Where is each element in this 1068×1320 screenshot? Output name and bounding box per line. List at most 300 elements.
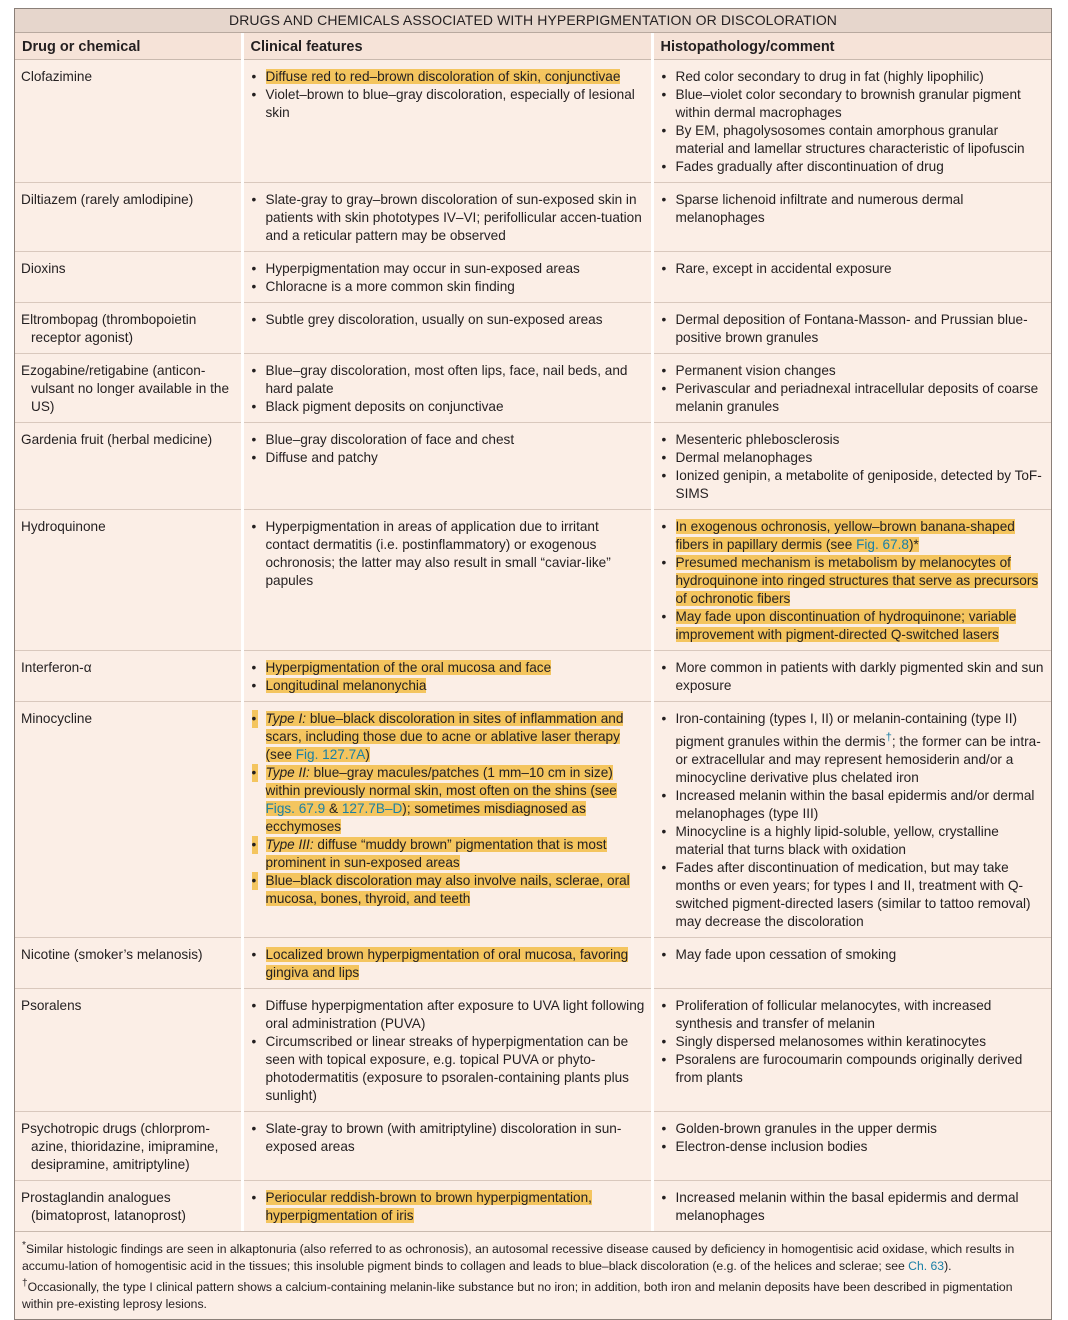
item-text (676, 87, 1021, 120)
bullet-dot: • (661, 519, 667, 534)
table-row (15, 651, 1051, 702)
bullet-list (661, 1120, 1046, 1156)
clinical-features-cell (242, 937, 652, 988)
text-run: Permanent vision changes (675, 363, 836, 378)
item-text (676, 660, 1044, 693)
bullet-list (251, 1189, 645, 1225)
type-label: Type I: (265, 711, 307, 726)
highlighted-text (266, 660, 552, 675)
table-body (15, 60, 1051, 1231)
bullet-item (661, 1051, 1046, 1087)
bullet-list (251, 191, 645, 245)
text-run: Fades after discontinuation of medication, but may take months or even years; for types I and II, treatment with Q-switched pigment-directed lasers (similar to tattoo removal) may decrease the discoloration (675, 859, 1031, 929)
bullet-item (661, 191, 1046, 227)
header-row (15, 33, 1051, 60)
bullet-item (251, 86, 645, 122)
highlighted-text (266, 678, 427, 693)
highlighted-text (676, 519, 1015, 552)
bullet-dot: • (251, 399, 257, 414)
footnote (22, 1275, 1043, 1313)
bullet-list (661, 68, 1046, 176)
bullet-item (251, 1120, 645, 1156)
bullet-dot: • (251, 192, 257, 207)
text-run: & (325, 801, 342, 816)
bullet-list (661, 710, 1046, 931)
item-text (266, 192, 642, 243)
bullet-item (251, 68, 645, 86)
bullet-dot: • (251, 261, 257, 276)
table-row (15, 1111, 1051, 1180)
item-text (676, 1034, 987, 1049)
bullet-item (251, 764, 645, 836)
bullet-dot: • (661, 787, 667, 803)
drug-name: Eltrombopag (thrombopoietin receptor agonist) (15, 303, 242, 354)
bullet-item (661, 946, 1046, 964)
bullet-dot: • (251, 312, 257, 327)
footnote-text: ). (944, 1258, 952, 1273)
bullet-item (661, 311, 1046, 347)
item-text (676, 261, 892, 276)
bullet-item (661, 362, 1046, 380)
drug-name: Prostaglandin analogues (bimatoprost, latanoprost) (15, 1180, 242, 1231)
table-row (15, 60, 1051, 183)
item-text (676, 159, 944, 174)
bullet-list (661, 518, 1046, 644)
text-run: Localized brown hyperpigmentation of oral mucosa, favoring gingiva and lips (265, 946, 629, 980)
bullet-list (251, 710, 645, 908)
bullet-dot: • (661, 432, 667, 447)
bullet-item (661, 260, 1046, 278)
clinical-features-cell (242, 354, 652, 423)
footnote-text: Similar histologic findings are seen in alkaptonuria (also referred to as ochronosis), an autosomal recessive disease caused by deficiency in homogentisic acid oxidase, which results in accumu-lation of homogentisic acid in the tissues; this insoluble pigment binds to collagen and leads to blue–black discoloration (e.g. of the helices and sclerae; see (22, 1241, 1015, 1273)
text-run: Blue–gray discoloration of face and chest (265, 432, 515, 447)
bullet-list (661, 659, 1046, 695)
item-text (676, 69, 984, 84)
bullet-item (661, 431, 1046, 449)
bullet-dot: • (661, 312, 667, 327)
bullet-dot: • (251, 279, 257, 294)
text-run: By EM, phagolysosomes contain amorphous granular material and lamellar structures characteristic of lipofuscin (675, 123, 1025, 156)
text-run: Perivascular and periadnexal intracellular deposits of coarse melanin granules (675, 381, 1039, 414)
table-row (15, 423, 1051, 510)
chapter-link[interactable]: Ch. 63 (908, 1258, 945, 1273)
item-text (266, 279, 515, 294)
bullet-dot: • (661, 468, 667, 483)
text-run: Dermal deposition of Fontana-Masson- and Prussian blue-positive brown granules (675, 312, 1028, 345)
bullet-list (251, 260, 645, 296)
bullet-dot: • (661, 159, 667, 174)
text-run: Red color secondary to drug in fat (highly lipophilic) (675, 69, 984, 84)
item-text (266, 312, 603, 327)
text-run: Slate-gray to gray–brown discoloration of sun-exposed skin in patients with skin phototypes IV–VI; perifollicular accen-tuation and a reticular pattern may be observed (265, 192, 642, 243)
footnote-text: Occasionally, the type I clinical pattern shows a calcium-containing melanin-like substance but no iron; in addition, both iron and melanin deposits have been described in pigmentation within pre-existing leprosy lesions. (22, 1279, 1013, 1311)
clinical-features-cell (242, 252, 652, 303)
clinical-features-cell (242, 988, 652, 1111)
figure-link[interactable]: 127.7B–D (341, 801, 403, 816)
bullet-dot: • (251, 432, 257, 447)
bullet-item (251, 1189, 645, 1225)
bullet-list (251, 1120, 645, 1156)
bullet-item (661, 158, 1046, 176)
item-text (266, 1034, 629, 1103)
bullet-item (251, 836, 645, 872)
bullet-item (251, 710, 645, 764)
highlighted-text (676, 555, 1039, 606)
table-row (15, 183, 1051, 252)
text-run: Minocycline is a highly lipid-soluble, yellow, crystalline material that turns black with oxidation (675, 823, 999, 857)
footnote-mark: * (22, 1239, 26, 1251)
highlighted-text (266, 837, 607, 870)
clinical-features-cell (242, 702, 652, 938)
header-histopathology: Histopathology/comment (652, 33, 1051, 60)
item-text (676, 432, 840, 447)
bullet-dot: • (251, 997, 257, 1013)
bullet-item (661, 608, 1046, 644)
table-title: DRUGS AND CHEMICALS ASSOCIATED WITH HYPERPIGMENTATION OR DISCOLORATION (15, 9, 1051, 33)
bullet-dot: • (661, 1120, 667, 1136)
bullet-dot: • (251, 837, 257, 852)
table-row (15, 937, 1051, 988)
figure-link[interactable]: Figs. 67.9 (265, 801, 326, 816)
histopathology-cell (652, 1111, 1051, 1180)
bullet-dot: • (661, 1138, 667, 1154)
bullet-item (251, 449, 645, 467)
item-text (266, 1121, 622, 1154)
bullet-item (661, 710, 1046, 787)
histopathology-cell (652, 988, 1051, 1111)
highlighted-text (266, 765, 617, 834)
table-row (15, 510, 1051, 651)
histopathology-cell (652, 937, 1051, 988)
bullet-dot: • (661, 555, 667, 570)
item-text (266, 363, 628, 396)
item-text (676, 788, 1035, 821)
header-drug: Drug or chemical (15, 33, 242, 60)
bullet-item (251, 677, 645, 695)
item-text (676, 1121, 937, 1136)
bullet-item (251, 191, 645, 245)
bullet-item (251, 997, 645, 1033)
bullet-dot: • (251, 1033, 257, 1049)
bullet-dot: • (251, 1120, 257, 1136)
bullet-list (661, 946, 1046, 964)
bullet-dot: • (661, 363, 667, 378)
highlighted-text (266, 711, 624, 762)
text-run: Subtle grey discoloration, usually on sun-exposed areas (265, 312, 603, 327)
text-run: Slate-gray to brown (with amitriptyline) discoloration in sun-exposed areas (265, 1120, 622, 1154)
table-row (15, 354, 1051, 423)
bullet-dot: • (661, 69, 667, 84)
clinical-features-cell (242, 651, 652, 702)
text-run: Diffuse and patchy (265, 450, 378, 465)
table-row (15, 702, 1051, 938)
bullet-dot: • (251, 873, 257, 888)
footnote-link[interactable]: † (885, 731, 892, 743)
bullet-dot: • (661, 711, 667, 726)
bullet-dot: • (661, 1033, 667, 1049)
bullet-list (661, 431, 1046, 503)
figure-link[interactable]: Fig. 127.7A (295, 747, 366, 762)
item-text (676, 363, 836, 378)
bullet-item (661, 449, 1046, 467)
clinical-features-cell (242, 60, 652, 183)
text-run: Mesenteric phlebosclerosis (675, 432, 840, 447)
text-run: Diffuse hyperpigmentation after exposure to UVA light following oral administration (PUVA) (265, 997, 645, 1031)
bullet-dot: • (661, 859, 667, 875)
text-run: In exogenous ochronosis, yellow–brown banana-shaped fibers in papillary dermis (see (675, 519, 1015, 552)
bullet-item (661, 1033, 1046, 1051)
bullet-item (661, 554, 1046, 608)
drug-name: Psychotropic drugs (chlorprom-azine, thioridazine, imipramine, desipramine, amitriptyline) (15, 1111, 242, 1180)
text-run: Singly dispersed melanosomes within keratinocytes (675, 1033, 987, 1049)
bullet-item (251, 659, 645, 677)
bullet-dot: • (661, 946, 667, 962)
bullet-dot: • (661, 1051, 667, 1067)
bullet-item (661, 787, 1046, 823)
histopathology-cell (652, 303, 1051, 354)
bullet-dot: • (661, 1189, 667, 1205)
bullet-dot: • (661, 87, 667, 102)
text-run: ; the former can be intra- or extracellular and may represent hemosiderin and/or a minocycline derivative plus chelated iron (675, 733, 1041, 785)
bullet-item (661, 1138, 1046, 1156)
item-text (676, 824, 999, 857)
text-run: Black pigment deposits on conjunctivae (265, 399, 504, 414)
text-run: Blue–violet color secondary to brownish granular pigment within dermal macrophages (675, 87, 1021, 120)
highlighted-text (266, 947, 629, 980)
bullet-dot: • (661, 823, 667, 839)
text-run: Golden-brown granules in the upper dermis (675, 1120, 937, 1136)
bullet-dot: • (251, 519, 257, 534)
type-label: Type II: (265, 765, 310, 780)
table-row (15, 252, 1051, 303)
item-text (676, 123, 1025, 156)
text-run: blue–black discoloration in sites of inflammation and scars, including those due to acne or ablative laser therapy (see (265, 711, 624, 762)
item-text (676, 711, 1041, 785)
bullet-list (661, 997, 1046, 1087)
highlighted-text (266, 1190, 592, 1223)
clinical-features-cell (242, 423, 652, 510)
bullet-item (661, 859, 1046, 931)
item-text (676, 192, 964, 225)
text-run: Presumed mechanism is metabolism by melanocytes of hydroquinone into ringed structures that serve as precursors of ochronotic fibers (675, 555, 1039, 606)
bullet-list (251, 997, 645, 1105)
text-run: Hyperpigmentation in areas of application due to irritant contact dermatitis (i.e. postinflammatory) or exogenous ochronosis; the latter may also result in small “caviar-like” papules (265, 519, 611, 588)
bullet-item (251, 398, 645, 416)
item-text (266, 998, 645, 1031)
table-row (15, 1180, 1051, 1231)
text-run: ); sometimes misdiagnosed as ecchymoses (265, 801, 586, 834)
bullet-dot: • (661, 261, 667, 276)
highlighted-text (266, 873, 630, 906)
text-run: Increased melanin within the basal epidermis and/or dermal melanophages (type III) (675, 787, 1035, 821)
drug-name: Minocycline (15, 702, 242, 938)
drug-name: Psoralens (15, 988, 242, 1111)
bullet-item (251, 260, 645, 278)
bullet-dot: • (251, 711, 257, 726)
bullet-item (251, 518, 645, 590)
item-text (676, 450, 813, 465)
text-run: Sparse lichenoid infiltrate and numerous dermal melanophages (675, 192, 964, 225)
bullet-list (661, 1189, 1046, 1225)
bullet-item (251, 872, 645, 908)
bullet-item (251, 311, 645, 329)
clinical-features-cell (242, 183, 652, 252)
bullet-dot: • (661, 123, 667, 138)
bullet-item (661, 997, 1046, 1033)
drug-name: Dioxins (15, 252, 242, 303)
text-run: Diffuse red to red–brown discoloration of skin, conjunctivae (265, 69, 621, 84)
drug-name: Nicotine (smoker’s melanosis) (15, 937, 242, 988)
bullet-dot: • (251, 363, 257, 378)
bullet-list (251, 946, 645, 982)
drug-name: Hydroquinone (15, 510, 242, 651)
text-run: May fade upon cessation of smoking (675, 946, 897, 962)
item-text (676, 860, 1031, 929)
bullet-item (661, 659, 1046, 695)
drug-name: Clofazimine (21, 69, 93, 84)
bullet-list (251, 311, 645, 329)
histopathology-cell (652, 252, 1051, 303)
text-run: Longitudinal melanonychia (265, 678, 427, 693)
text-run: Hyperpigmentation may occur in sun-exposed areas (265, 261, 580, 276)
bullet-dot: • (251, 946, 257, 962)
histopathology-cell (652, 183, 1051, 252)
bullet-list (661, 191, 1046, 227)
bullet-item (251, 431, 645, 449)
text-run: ) (365, 747, 370, 762)
bullet-list (661, 362, 1046, 416)
bullet-item (251, 1033, 645, 1105)
text-run: Rare, except in accidental exposure (675, 261, 892, 276)
item-text (676, 947, 897, 962)
text-run: Ionized genipin, a metabolite of geniposide, detected by ToF-SIMS (675, 468, 1042, 501)
text-run: Iron-containing (types I, II) or melanin-containing (type II) pigment granules within the dermis (675, 711, 1018, 749)
histopathology-cell (652, 354, 1051, 423)
bullet-item (661, 86, 1046, 122)
item-text (676, 1139, 868, 1154)
histopathology-cell (652, 702, 1051, 938)
bullet-dot: • (661, 450, 667, 465)
item-text (676, 468, 1042, 501)
bullet-item (661, 122, 1046, 158)
histopathology-cell (652, 510, 1051, 651)
text-run: Blue–black discoloration may also involve nails, sclerae, oral mucosa, bones, thyroid, and teeth (265, 873, 630, 906)
highlighted-text (266, 69, 621, 84)
text-run: Increased melanin within the basal epidermis and dermal melanophages (675, 1189, 1019, 1223)
caption-strip-cut-off (14, 1236, 1050, 1244)
bullet-list (661, 311, 1046, 347)
bullet-list (661, 260, 1046, 278)
bullet-dot: • (661, 660, 667, 675)
drug-name: Ezogabine/retigabine (anticon-vulsant no longer available in the US) (15, 354, 242, 423)
bullet-dot: • (251, 69, 257, 84)
bullet-dot: • (251, 450, 257, 465)
item-text (266, 450, 378, 465)
drug-name: Gardenia fruit (herbal medicine) (15, 423, 242, 510)
clinical-features-cell (242, 510, 652, 651)
item-text (266, 519, 611, 588)
bullet-dot: • (661, 609, 667, 624)
drug-name: Interferon-α (15, 651, 242, 702)
bullet-dot: • (251, 678, 257, 693)
text-run: Blue–gray discoloration, most often lips, face, nail beds, and hard palate (265, 363, 628, 396)
bullet-list (251, 659, 645, 695)
bullet-dot: • (661, 192, 667, 207)
drug-table-panel (14, 8, 1052, 1320)
text-run: diffuse “muddy brown” pigmentation that is most prominent in sun-exposed areas (265, 837, 607, 870)
item-text (266, 261, 580, 276)
footnote-mark: † (22, 1277, 28, 1289)
bullet-dot: • (251, 660, 257, 675)
histopathology-cell (652, 651, 1051, 702)
bullet-item (251, 362, 645, 398)
item-text (266, 399, 504, 414)
text-run: Circumscribed or linear streaks of hyperpigmentation can be seen with topical exposure, e.g. topical PUVA or phyto-photodermatitis (exposure to psoralen-containing plants plus sunlight) (265, 1033, 629, 1103)
text-run: Chloracne is a more common skin finding (265, 279, 515, 294)
clinical-features-cell (242, 1180, 652, 1231)
item-text (676, 312, 1028, 345)
histopathology-cell (652, 423, 1051, 510)
item-text (676, 998, 992, 1031)
text-run: May fade upon discontinuation of hydroquinone; variable improvement with pigment-directed Q-switched lasers (675, 609, 1017, 642)
bullet-dot: • (251, 1189, 257, 1205)
bullet-list (251, 362, 645, 416)
text-run: More common in patients with darkly pigmented skin and sun exposure (675, 660, 1044, 693)
text-run: Dermal melanophages (675, 450, 813, 465)
highlighted-text (676, 609, 1017, 642)
item-text (676, 381, 1039, 414)
text-run: Proliferation of follicular melanocytes, with increased synthesis and transfer of melanin (675, 997, 992, 1031)
item-text (676, 1190, 1019, 1223)
clinical-features-cell (242, 1111, 652, 1180)
drug-name: Diltiazem (rarely amlodipine) (15, 183, 242, 252)
text-run: Electron-dense inclusion bodies (675, 1138, 868, 1154)
bullet-item (661, 1189, 1046, 1225)
bullet-item (661, 518, 1046, 554)
text-run: Fades gradually after discontinuation of drug (675, 159, 944, 174)
text-run: Violet–brown to blue–gray discoloration, especially of lesional skin (265, 87, 635, 120)
bullet-item (661, 467, 1046, 503)
text-run: Periocular reddish-brown to brown hyperpigmentation, hyperpigmentation of iris (265, 1189, 592, 1223)
bullet-list (251, 518, 645, 590)
text-run: )* (908, 537, 919, 552)
table-row (15, 303, 1051, 354)
text-run: blue–gray macules/patches (1 mm–10 cm in size) within previously normal skin, most often on the shins (see (265, 765, 617, 798)
bullet-item (661, 68, 1046, 86)
bullet-dot: • (251, 765, 257, 780)
bullet-dot: • (251, 87, 257, 102)
header-clinical: Clinical features (242, 33, 652, 60)
clinical-features-cell (242, 303, 652, 354)
item-text (266, 87, 635, 120)
bullet-dot: • (661, 381, 667, 396)
item-text (266, 432, 515, 447)
bullet-list (251, 68, 645, 122)
histopathology-cell (652, 60, 1051, 183)
bullet-dot: • (661, 997, 667, 1013)
bullet-item (661, 1120, 1046, 1138)
text-run: Psoralens are furocoumarin compounds originally derived from plants (675, 1051, 1023, 1085)
bullet-item (251, 946, 645, 982)
bullet-item (661, 380, 1046, 416)
table-row (15, 988, 1051, 1111)
figure-link[interactable]: Fig. 67.8 (856, 537, 909, 552)
type-label: Type III: (265, 837, 314, 852)
histopathology-cell (652, 1180, 1051, 1231)
item-text (676, 1052, 1023, 1085)
bullet-item (251, 278, 645, 296)
text-run: Hyperpigmentation of the oral mucosa and face (265, 660, 552, 675)
